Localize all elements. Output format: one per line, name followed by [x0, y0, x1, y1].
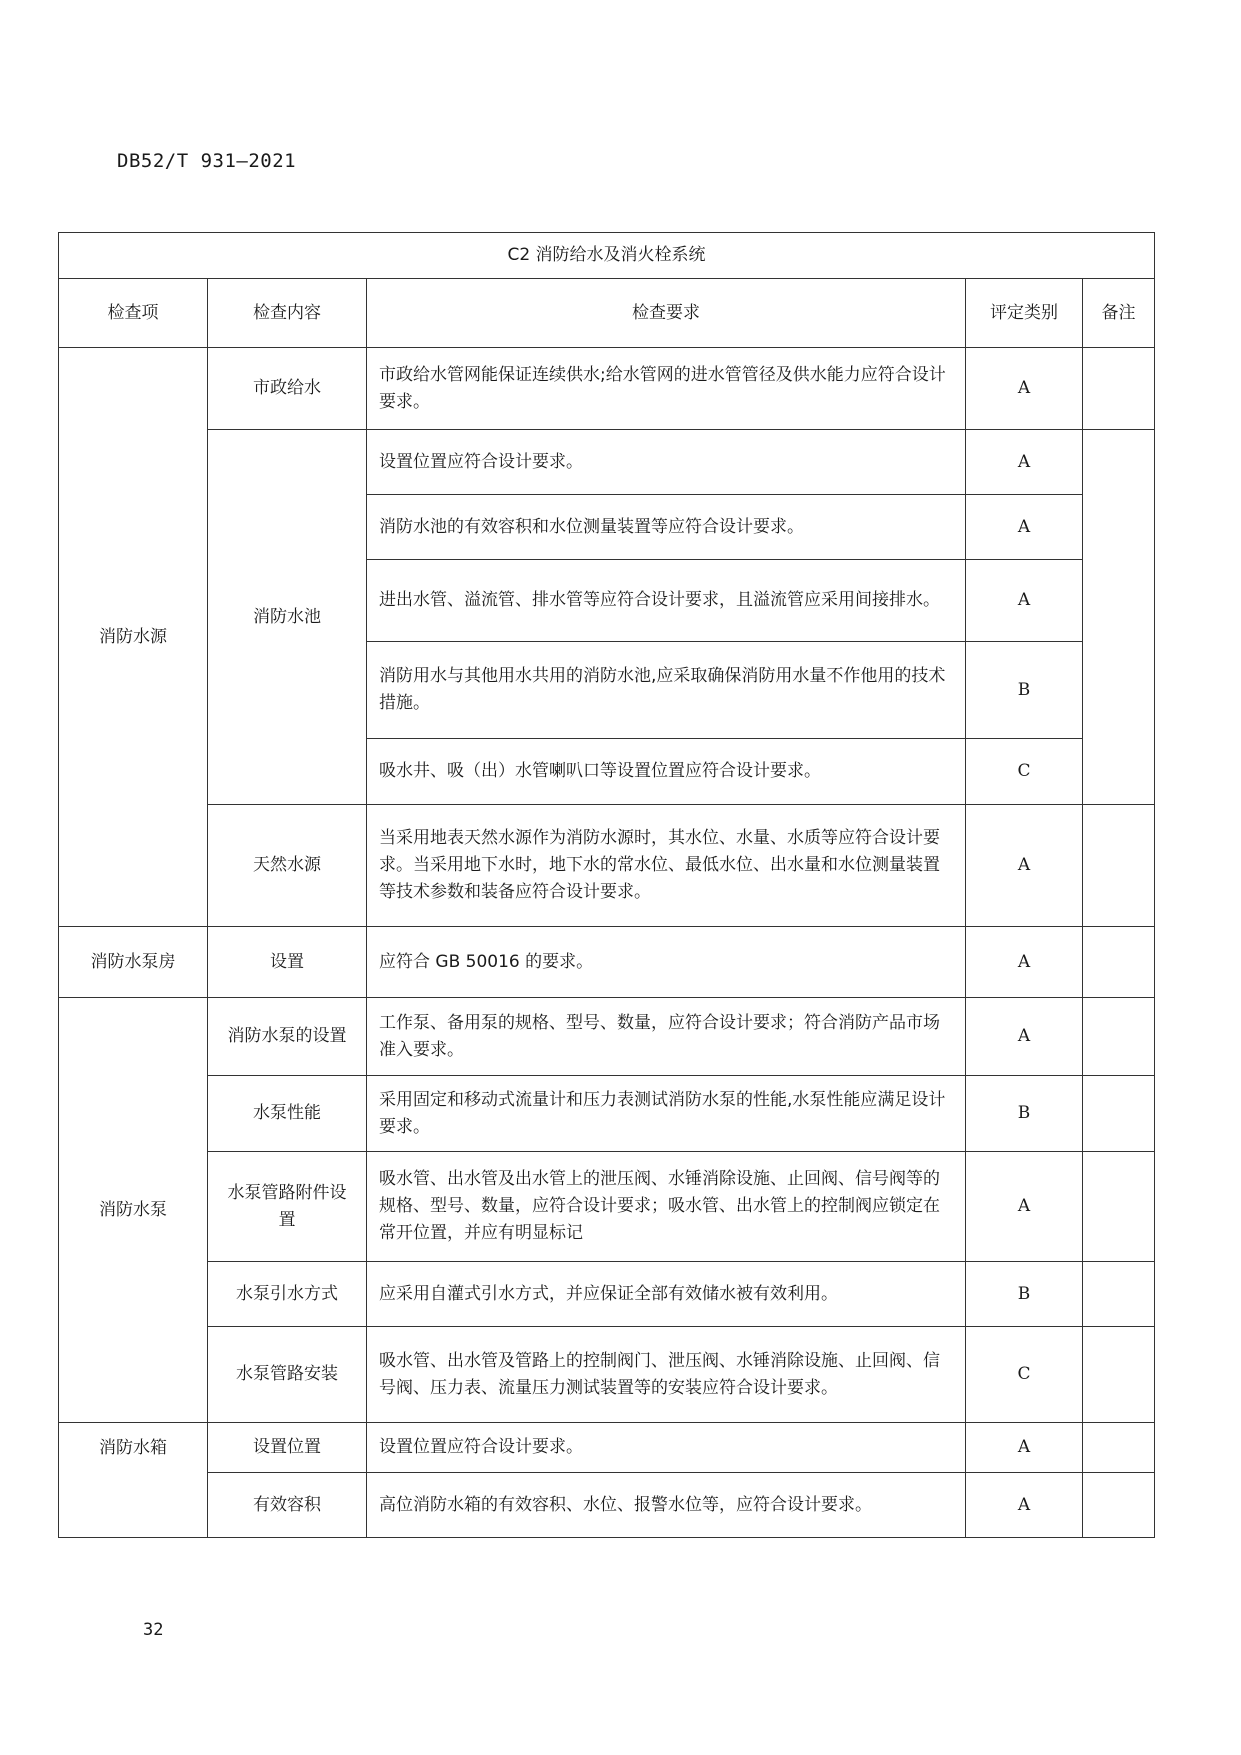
- content-cell: 水泵引水方式: [208, 1262, 367, 1327]
- requirement-cell: 进出水管、溢流管、排水管等应符合设计要求，且溢流管应采用间接排水。: [367, 560, 966, 642]
- grade-cell: A: [966, 495, 1083, 560]
- remark-cell: [1083, 998, 1155, 1076]
- table-row: [59, 430, 1155, 495]
- content-cell: 设置: [208, 927, 367, 998]
- table-row: [59, 1262, 1155, 1327]
- requirement-cell: 应符合 GB 50016 的要求。: [367, 927, 966, 998]
- column-header-item: 检查项: [59, 279, 208, 348]
- remark-cell: [1083, 1262, 1155, 1327]
- requirement-cell: 吸水管、出水管及出水管上的泄压阀、水锤消除设施、止回阀、信号阀等的规格、型号、数量，应符合设计要求；吸水管、出水管上的控制阀应锁定在常开位置，并应有明显标记: [367, 1152, 966, 1262]
- table-title: C2 消防给水及消火栓系统: [59, 233, 1155, 279]
- requirement-cell: 设置位置应符合设计要求。: [367, 1423, 966, 1473]
- table-row: [59, 348, 1155, 430]
- column-header-grade: 评定类别: [966, 279, 1083, 348]
- content-cell: 水泵管路安装: [208, 1327, 367, 1423]
- remark-cell: [1083, 1473, 1155, 1538]
- table-header-row: [59, 279, 1155, 348]
- grade-cell: B: [966, 1076, 1083, 1152]
- grade-cell: A: [966, 1473, 1083, 1538]
- requirement-cell: 工作泵、备用泵的规格、型号、数量，应符合设计要求；符合消防产品市场准入要求。: [367, 998, 966, 1076]
- content-cell: 设置位置: [208, 1423, 367, 1473]
- remark-cell: [1083, 348, 1155, 430]
- remark-cell: [1083, 430, 1155, 805]
- table-row: [59, 1076, 1155, 1152]
- document-id: DB52/T 931—2021: [117, 150, 297, 172]
- requirement-cell: 高位消防水箱的有效容积、水位、报警水位等，应符合设计要求。: [367, 1473, 966, 1538]
- grade-cell: A: [966, 927, 1083, 998]
- grade-cell: A: [966, 1423, 1083, 1473]
- remark-cell: [1083, 1076, 1155, 1152]
- item-cell: 消防水泵房: [59, 927, 208, 998]
- remark-cell: [1083, 805, 1155, 927]
- content-cell: 消防水泵的设置: [208, 998, 367, 1076]
- grade-cell: B: [966, 642, 1083, 739]
- table-row: [59, 1423, 1155, 1473]
- inspection-table: [58, 232, 1155, 1538]
- table-row: [59, 1473, 1155, 1538]
- requirement-cell: 设置位置应符合设计要求。: [367, 430, 966, 495]
- grade-cell: A: [966, 1152, 1083, 1262]
- grade-cell: B: [966, 1262, 1083, 1327]
- grade-cell: C: [966, 1327, 1083, 1423]
- requirement-cell: 吸水管、出水管及管路上的控制阀门、泄压阀、水锤消除设施、止回阀、信号阀、压力表、流量压力测试装置等的安装应符合设计要求。: [367, 1327, 966, 1423]
- grade-cell: A: [966, 560, 1083, 642]
- grade-cell: A: [966, 998, 1083, 1076]
- content-cell: 天然水源: [208, 805, 367, 927]
- grade-cell: A: [966, 805, 1083, 927]
- requirement-cell: 消防水池的有效容积和水位测量装置等应符合设计要求。: [367, 495, 966, 560]
- grade-cell: C: [966, 739, 1083, 805]
- requirement-cell: 市政给水管网能保证连续供水;给水管网的进水管管径及供水能力应符合设计要求。: [367, 348, 966, 430]
- column-header-content: 检查内容: [208, 279, 367, 348]
- table-row: [59, 1152, 1155, 1262]
- column-header-remark: 备注: [1083, 279, 1155, 348]
- column-header-requirement: 检查要求: [367, 279, 966, 348]
- page-number: 32: [143, 1620, 164, 1640]
- content-cell: 消防水池: [208, 430, 367, 805]
- table-title-row: [59, 233, 1155, 279]
- item-cell: 消防水箱: [59, 1423, 208, 1538]
- remark-cell: [1083, 1423, 1155, 1473]
- item-cell: 消防水泵: [59, 998, 208, 1423]
- table-row: [59, 805, 1155, 927]
- remark-cell: [1083, 1327, 1155, 1423]
- content-cell: 市政给水: [208, 348, 367, 430]
- requirement-cell: 消防用水与其他用水共用的消防水池,应采取确保消防用水量不作他用的技术措施。: [367, 642, 966, 739]
- content-cell: 有效容积: [208, 1473, 367, 1538]
- requirement-cell: 吸水井、吸（出）水管喇叭口等设置位置应符合设计要求。: [367, 739, 966, 805]
- requirement-cell: 采用固定和移动式流量计和压力表测试消防水泵的性能,水泵性能应满足设计要求。: [367, 1076, 966, 1152]
- table-row: [59, 1327, 1155, 1423]
- item-cell: 消防水源: [59, 348, 208, 927]
- content-cell: 水泵管路附件设置: [208, 1152, 367, 1262]
- table-row: [59, 998, 1155, 1076]
- grade-cell: A: [966, 430, 1083, 495]
- remark-cell: [1083, 927, 1155, 998]
- remark-cell: [1083, 1152, 1155, 1262]
- content-cell: 水泵性能: [208, 1076, 367, 1152]
- requirement-cell: 应采用自灌式引水方式，并应保证全部有效储水被有效利用。: [367, 1262, 966, 1327]
- requirement-cell: 当采用地表天然水源作为消防水源时，其水位、水量、水质等应符合设计要求。当采用地下水时，地下水的常水位、最低水位、出水量和水位测量装置等技术参数和装备应符合设计要求。: [367, 805, 966, 927]
- table-row: [59, 927, 1155, 998]
- grade-cell: A: [966, 348, 1083, 430]
